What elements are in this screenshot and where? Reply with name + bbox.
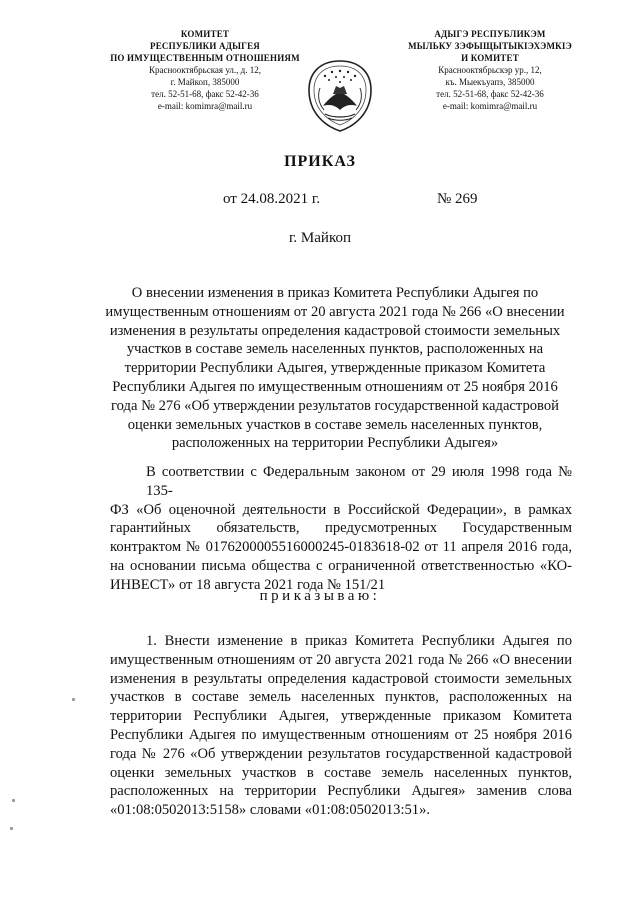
subject-line: О внесении изменения в приказ Комитета Республики Адыгея по [131,285,539,301]
header-right [390,28,590,112]
org-name-adyghe-line3: И КОМИТЕТ [461,53,519,63]
preamble-line: ИНВЕСТ» от 18 августа 2021 года № 151/21 [110,576,386,593]
scan-speck [10,827,13,830]
subject-line: года № 276 «Об утверждении результатов государственной кадастровой [111,397,559,414]
header-left [110,28,300,112]
document-title: ПРИКАЗ [284,153,356,170]
item-line: изменения в результаты определения кадастровой стоимости земельных [110,670,572,687]
item-line: расположенных на территории Республики Адыгея» заменив слова [110,783,572,800]
item-line: имущественным отношениям от 20 августа 2021 года № 266 «О внесении [110,651,572,668]
subject-line: территории Республики Адыгея, утвержденные приказом Комитета [124,360,546,377]
preamble-line: контрактом № 0176200005516000245-0183618-02 от 11 апреля 2016 года, [110,539,572,556]
preamble-line: ФЗ «Об оценочной деятельности в Российской Федерации», в рамках [110,501,572,518]
org-phone: тел. 52-51-68, факс 52-42-36 [151,89,259,99]
subject-line: изменения в результаты определения кадастровой стоимости земельных [109,322,561,339]
org-address: Краснооктябрьская ул., д. 12, [149,65,261,75]
item-line: участков в составе земель населенных пунктов, расположенных на [110,689,572,706]
org-name-adyghe-line2: МЫЛЬКУ ЗЭФЫЩЫТЫКІЭХЭМКІЭ [408,41,572,51]
subject-line: Республики Адыгея по имущественным отношениям от 25 ноября 2016 [112,378,558,395]
org-email-adyghe: e-mail: komimra@mail.ru [442,101,538,111]
preamble-line: гарантийных обязательств, предусмотренных Государственным [110,520,572,537]
org-name-line1: КОМИТЕТ [180,29,230,39]
org-name-line2: РЕСПУБЛИКИ АДЫГЕЯ [150,41,260,51]
item-line: года № 276 «Об утверждении результатов государственной кадастровой [110,745,572,762]
document-subject [100,284,570,453]
coat-of-arms-emblem [305,58,375,134]
document-city: г. Майкоп [288,230,352,246]
scan-speck [72,698,75,701]
item-line: «01:08:0502013:5158» словами «01:08:0502013:51». [110,802,431,819]
subject-line: имущественным отношениям от 20 августа 2021 года № 266 «О внесении [105,303,565,320]
document-number: № 269 [437,191,478,207]
org-email: e-mail: komimra@mail.ru [157,101,253,111]
org-city-adyghe: къ. Мыекъуапэ, 385000 [445,77,535,87]
subject-line: оценки земельных участков в составе земель населенных пунктов, [127,416,543,433]
order-word: приказываю: [259,588,381,604]
item-line: Республики Адыгея по имущественным отношениям от 25 ноября 2016 [110,726,572,743]
subject-line: участков в составе земель населенных пунктов, расположенных на [126,341,544,358]
preamble-line: В соответствии с Федеральным законом от 29 июля 1998 года № 135- [146,464,572,499]
document-preamble [110,463,572,595]
org-name-line3: ПО ИМУЩЕСТВЕННЫМ ОТНОШЕНИЯМ [110,53,300,63]
document-date: от 24.08.2021 г. [223,191,321,207]
item-line: 1. Внести изменение в приказ Комитета Республики Адыгея по [146,633,572,649]
item-line: территории Республики Адыгея, утвержденные приказом Комитета [110,708,572,725]
preamble-line: на основании письма общества с ограниченной ответственностью «КО- [110,557,572,574]
org-name-adyghe-line1: АДЫГЭ РЕСПУБЛИКЭМ [434,29,546,39]
org-city: г. Майкоп, 385000 [170,77,240,87]
order-item-1 [110,632,572,820]
scan-speck [12,799,15,802]
subject-line: расположенных на территории Республики Адыгея» [171,435,499,452]
org-phone-adyghe: тел. 52-51-68, факс 52-42-36 [436,89,544,99]
item-line: оценки земельных участков в составе земель населенных пунктов, [110,764,572,781]
org-address-adyghe: Краснооктябрьскэр ур., 12, [438,65,542,75]
